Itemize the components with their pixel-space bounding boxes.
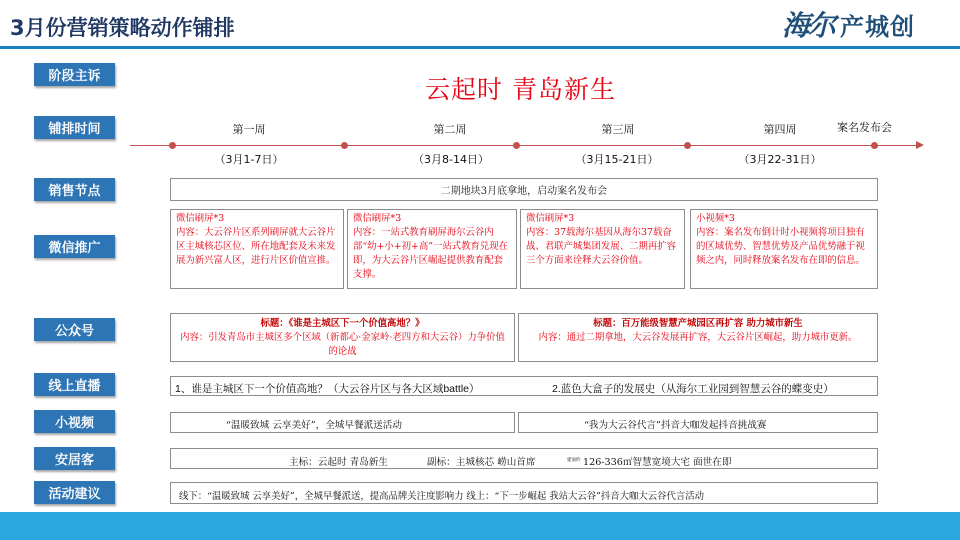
launch-label: 案名发布会: [837, 121, 892, 134]
official-account-body: 内容：引发青岛市主城区多个区域（新都心·金家岭·老四方和大云谷）力争价值的论战: [180, 332, 505, 357]
sales-node-text: 二期地块3月底拿地，启动案名发布会: [440, 186, 608, 197]
week-range: （3月1-7日）: [214, 153, 284, 166]
live-item: 2.蓝色大盒子的发展史（从海尔工业园到智慧云谷的蝶变史）: [552, 383, 834, 395]
row-label-schedule: 铺排时间: [34, 116, 115, 139]
page-title: 3月份营销策略动作铺排: [10, 16, 235, 40]
short-video-box: [518, 412, 878, 433]
wechat-card: [690, 209, 878, 289]
week-label: 第一周: [232, 123, 266, 136]
anjuke-area: 126-336㎡智慧宽境大宅 面世在即: [583, 457, 732, 468]
row-label-anjuke: 安居客: [34, 447, 115, 470]
brand-logo-script: 海尔: [782, 9, 835, 42]
stage-slogan: 云起时 青岛新生: [425, 75, 616, 104]
wechat-card-title: 微信刷屏*3: [176, 213, 225, 224]
timeline-arrow-icon: [916, 141, 924, 149]
live-item: 1、谁是主城区下一个价值高地？（大云谷片区与各大区域battle）: [175, 383, 480, 395]
wechat-card-title: 微信刷屏*3: [526, 213, 575, 224]
week-range: （3月8-14日）: [413, 153, 489, 166]
week-label: 第二周: [433, 123, 467, 136]
official-account-body: 内容：通过二期拿地，大云谷发展再扩容，大云谷片区崛起，助力城市更新。: [538, 332, 858, 343]
timeline-dot: [341, 142, 348, 149]
anjuke-box: [170, 448, 878, 469]
anjuke-small: 建面约: [567, 457, 581, 462]
short-video-box: [170, 412, 515, 433]
timeline-dot: [513, 142, 520, 149]
row-label-stage: 阶段主诉: [34, 63, 115, 86]
row-label-short-video: 小视频: [34, 410, 115, 433]
week-range: （3月22-31日）: [738, 153, 822, 166]
wechat-card-body: 内容：大云谷片区系列刷屏就大云谷片区主城核芯区位、所在地配套及未来发展为新兴富人区，进行片区价值宣推。: [176, 227, 336, 266]
sales-node-box: [170, 178, 878, 201]
row-label-live: 线上直播: [34, 373, 115, 396]
wechat-card-body: 内容：案名发布倒计时小视频将项目独有的区域优势、智慧优势及产品优势融于视频之内，同时释放案名发布在即的信息。: [696, 227, 865, 266]
wechat-card-body: 内容：37载海尔基因从海尔37载奋战、君联产城集团发展、二期再扩容三个方面来诠释大云谷价值。: [526, 227, 677, 266]
anjuke-sub: 副标：主城核芯 崂山首席: [427, 457, 536, 468]
official-account-title: 标题：百万能级智慧产城园区再扩容 助力城市新生: [593, 318, 803, 329]
official-account-card: [518, 313, 878, 362]
row-label-official-account: 公众号: [34, 318, 115, 341]
row-label-wechat: 微信推广: [34, 235, 115, 258]
timeline-axis: [130, 145, 920, 146]
wechat-card: [170, 209, 344, 289]
wechat-card-title: 小视频*3: [696, 213, 735, 224]
short-video-item: “我为大云谷代言”抖音大咖发起抖音挑战赛: [584, 420, 767, 431]
week-label: 第四周: [763, 123, 797, 136]
week-range: （3月15-21日）: [575, 153, 659, 166]
brand-logo: [782, 6, 915, 42]
short-video-item: “温暖致城 云享美好”，全城早餐派送活动: [226, 420, 402, 431]
timeline-dot: [169, 142, 176, 149]
activity-text: 线下：“温暖致城 云享美好”，全城早餐派送，提高品牌关注度影响力 线上：“下一步崛起 我站大云谷”抖音大咖大云谷代言活动: [179, 491, 704, 502]
timeline-dot: [684, 142, 691, 149]
wechat-card: [520, 209, 685, 289]
live-box: [170, 376, 878, 396]
activity-box: [170, 482, 878, 504]
row-label-sales: 销售节点: [34, 178, 115, 201]
anjuke-main: 主标：云起时 青岛新生: [289, 457, 388, 468]
wechat-card-title: 微信刷屏*3: [353, 213, 402, 224]
wechat-card: [347, 209, 517, 289]
official-account-card: [170, 313, 515, 362]
official-account-title: 标题：《谁是主城区下一个价值高地？》: [260, 318, 425, 329]
week-label: 第三周: [601, 123, 635, 136]
row-label-activity: 活动建议: [34, 481, 115, 504]
brand-logo-text: 产城创: [840, 12, 916, 41]
footer-bar: [0, 512, 960, 540]
timeline-dot: [871, 142, 878, 149]
wechat-card-body: 内容：一站式教育刷屏海尔云谷内部“幼+小+初+高”一站式教育兑现在即，为大云谷片区崛起提供教育配套支撑。: [353, 227, 509, 280]
header-divider: [0, 46, 960, 49]
